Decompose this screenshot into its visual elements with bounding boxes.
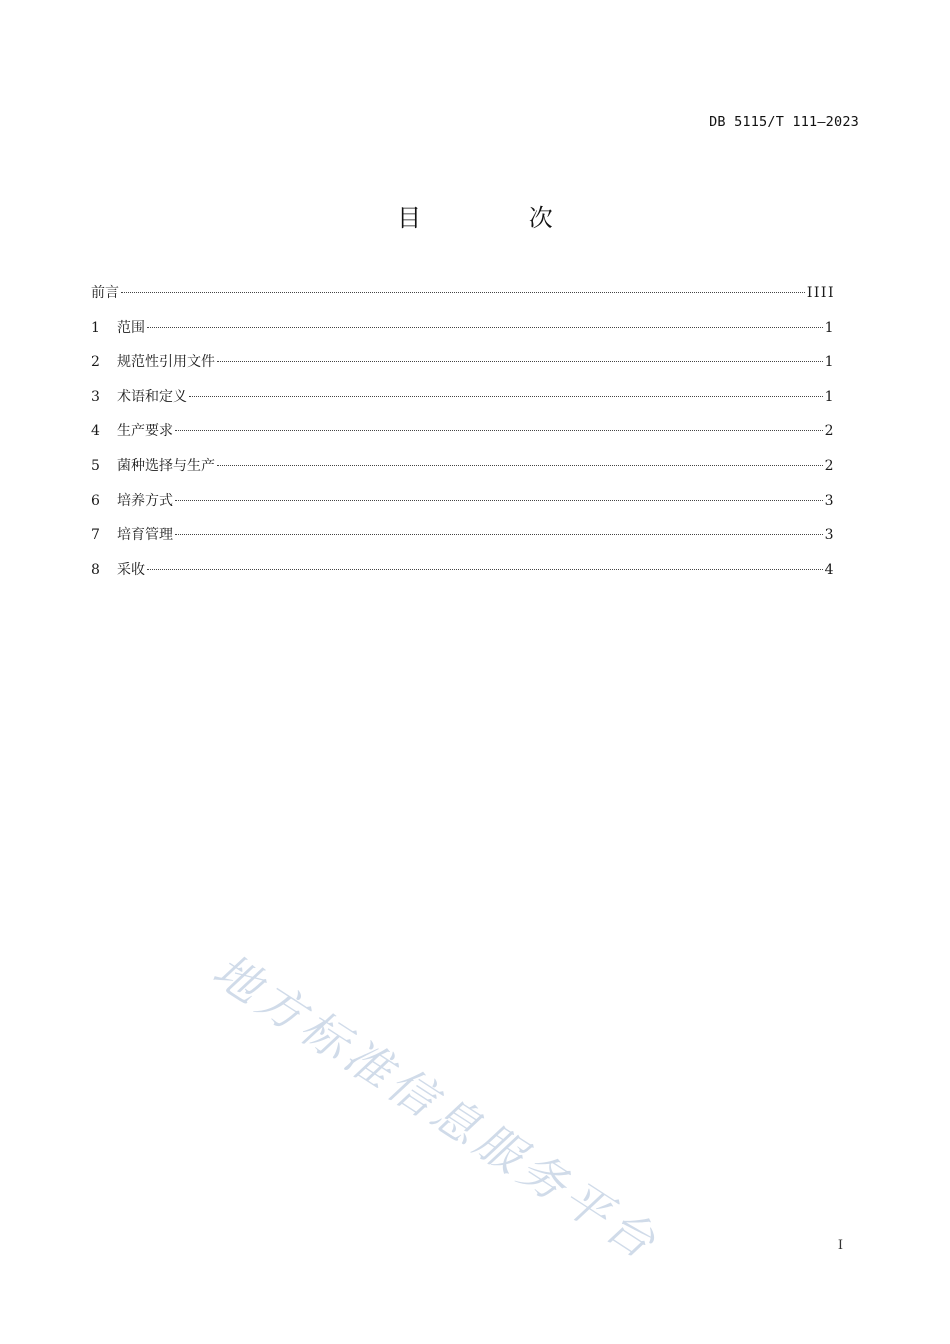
toc-entry-title: 前言 — [91, 285, 119, 301]
toc-entry-title: 规范性引用文件 — [117, 354, 215, 371]
toc-entry-number: 5 — [91, 457, 100, 474]
dot-leader — [175, 500, 823, 501]
toc-entry-title: 培养方式 — [117, 492, 173, 509]
toc-entry-page: 3 — [824, 492, 835, 509]
toc-entry-strain-selection[interactable] — [91, 453, 835, 488]
toc-entry-title: 菌种选择与生产 — [117, 457, 215, 474]
dot-leader — [175, 534, 823, 535]
toc-entry-title: 培育管理 — [117, 527, 173, 544]
toc-entry-page: 1 — [824, 388, 835, 405]
toc-entry-cultivation-management[interactable] — [91, 522, 835, 557]
toc-entry-page: IIII — [806, 285, 835, 301]
toc-entry-scope[interactable] — [91, 315, 835, 350]
toc-entry-foreword[interactable] — [91, 280, 835, 315]
toc-entry-number: 4 — [91, 423, 100, 440]
toc-entry-cultivation-method[interactable] — [91, 488, 835, 523]
toc-entry-number: 1 — [91, 319, 100, 336]
dot-leader — [175, 430, 823, 431]
toc-entry-number: 7 — [91, 527, 100, 544]
toc-entry-number: 6 — [91, 492, 100, 509]
toc-entry-production-requirements[interactable] — [91, 418, 835, 453]
toc-entry-number: 3 — [91, 388, 100, 405]
toc-entry-number: 2 — [91, 354, 100, 371]
toc-entry-normative-references[interactable] — [91, 349, 835, 384]
toc-entry-page: 3 — [824, 527, 835, 544]
dot-leader — [217, 465, 823, 466]
toc-title: 目 次 — [397, 204, 603, 232]
watermark: 地方标准信息服务平台 — [203, 942, 670, 1272]
dot-leader — [189, 396, 823, 397]
toc-entry-page: 2 — [824, 423, 835, 440]
toc-entry-page: 1 — [824, 319, 835, 336]
toc-entry-number: 8 — [91, 561, 100, 578]
toc-entry-title: 范围 — [117, 319, 145, 336]
table-of-contents — [91, 280, 835, 591]
toc-entry-page: 4 — [824, 561, 835, 578]
page-number: I — [837, 1238, 843, 1253]
toc-entry-terms-definitions[interactable] — [91, 384, 835, 419]
dot-leader — [217, 361, 823, 362]
toc-entry-title: 术语和定义 — [117, 388, 187, 405]
document-code: DB 5115/T 111—2023 — [709, 114, 859, 130]
toc-entry-title: 生产要求 — [117, 423, 173, 440]
dot-leader — [147, 569, 823, 570]
toc-entry-title: 采收 — [117, 561, 145, 578]
toc-entry-harvest[interactable] — [91, 557, 835, 592]
toc-entry-page: 2 — [824, 457, 835, 474]
dot-leader — [147, 327, 823, 328]
toc-entry-page: 1 — [824, 354, 835, 371]
dot-leader — [121, 292, 805, 293]
